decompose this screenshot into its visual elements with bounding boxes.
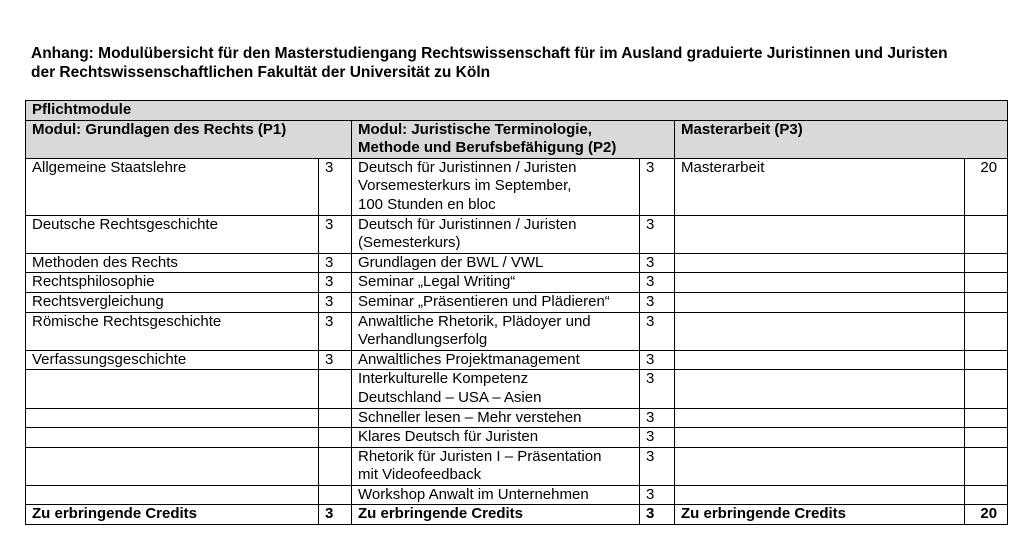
cell-text-line [681,428,958,447]
module-credits-p2: 3 [640,370,675,408]
module-name-p2 [352,253,640,273]
module-row [26,408,1008,428]
module-credits-p3 [965,292,1008,312]
module-name-p3 [675,158,965,215]
credits-total-value-p3: 20 [965,505,1008,525]
module-credits-p3 [965,253,1008,273]
cell-text-line: Modul: Juristische Terminologie, [358,120,592,138]
module-row [26,447,1008,485]
cell-text-line: Seminar „Präsentieren und Plädieren“ [358,292,610,310]
module-name-p1 [26,253,319,273]
cell-text-line: Anwaltliche Rhetorik, Plädoyer und [358,312,591,330]
cell-text-line: Workshop Anwalt im Unternehmen [358,485,589,503]
credits-total-value-p1: 3 [319,505,352,525]
cell-text-line: Modul: Grundlagen des Rechts (P1) [32,120,287,138]
module-credits-p1: 3 [319,273,352,293]
module-name-p1 [26,370,319,408]
module-credits-p1: 3 [319,350,352,370]
module-name-p2 [352,350,640,370]
module-row [26,273,1008,293]
module-credits-p1 [319,447,352,485]
cell-text-line: Vorsemesterkurs im September, [358,177,572,195]
cell-text-line: Methoden des Rechts [32,253,178,271]
module-name-p2 [352,408,640,428]
cell-text-line: Rhetorik für Juristen I – Präsentation [358,447,602,465]
module-credits-p3 [965,215,1008,253]
module-name-p2 [352,158,640,215]
module-name-p2 [352,485,640,505]
module-name-p2 [352,273,640,293]
cell-text-line [32,428,312,447]
module-credits-p3 [965,273,1008,293]
cell-text-line: Rechtsvergleichung [32,292,164,310]
module-credits-p2: 3 [640,292,675,312]
module-row [26,370,1008,408]
module-name-p3 [675,408,965,428]
cell-text-line: Anwaltliches Projektmanagement [358,350,580,368]
module-name-p1 [26,447,319,485]
cell-text-line: Rechtsphilosophie [32,273,155,291]
cell-text-line [681,486,958,505]
module-credits-p2: 3 [640,273,675,293]
module-credits-p2: 3 [640,447,675,485]
cell-text-line [681,254,958,273]
cell-text-line [32,448,312,467]
module-credits-p2: 3 [640,158,675,215]
module-credits-p3: 20 [965,158,1008,215]
module-name-p1 [26,408,319,428]
module-credits-p3 [965,370,1008,408]
module-name-p2 [352,447,640,485]
module-name-p3 [675,370,965,408]
cell-text-line: Verhandlungserfolg [358,331,488,349]
cell-text-line: Schneller lesen – Mehr verstehen [358,408,582,426]
section-title-row [26,101,1008,121]
module-credits-p3 [965,350,1008,370]
credits-total-row [26,505,1008,525]
module-name-p2 [352,312,640,350]
module-name-p2 [352,370,640,408]
module-credits-p1 [319,428,352,448]
column-header-p2 [352,120,675,158]
heading-line-1: Anhang: Modulübersicht für den Masterstudiengang Rechtswissenschaft für im Ausland graduierte Juristinnen und Juristen [31,45,948,62]
cell-text-line: Methode und Berufsbefähigung (P2) [358,139,617,157]
module-credits-p2: 3 [640,408,675,428]
credits-total-label-p3: Zu erbringende Credits [675,505,965,525]
module-row [26,292,1008,312]
module-credits-p1: 3 [319,292,352,312]
cell-text-line [681,448,958,467]
heading-line-2: der Rechtswissenschaftlichen Fakultät der Universität zu Köln [31,64,491,81]
cell-text-line: Allgemeine Staatslehre [32,158,187,176]
cell-text-line [681,293,958,312]
module-credits-p3 [965,485,1008,505]
cell-text-line: (Semesterkurs) [358,234,461,252]
module-credits-p1 [319,370,352,408]
cell-text-line: Klares Deutsch für Juristen [358,428,539,446]
module-name-p3 [675,292,965,312]
cell-text-line [32,370,312,389]
cell-text-line: Deutsch für Juristinnen / Juristen [358,215,577,233]
cell-text-line: mit Videofeedback [358,466,482,484]
credits-total-label-p1: Zu erbringende Credits [26,505,319,525]
module-row [26,253,1008,273]
cell-text-line: Grundlagen der BWL / VWL [358,253,544,271]
module-name-p3 [675,350,965,370]
column-header-p1 [26,120,352,158]
module-credits-p2: 3 [640,215,675,253]
column-header-row [26,120,1008,158]
module-credits-p3 [965,428,1008,448]
module-name-p1 [26,350,319,370]
module-name-p1 [26,312,319,350]
module-name-p3 [675,485,965,505]
cell-text-line: Masterarbeit (P3) [681,120,803,138]
cell-text-line: Deutschland – USA – Asien [358,388,542,406]
cell-text-line: 100 Stunden en bloc [358,195,496,213]
module-credits-p2: 3 [640,485,675,505]
credits-total-label-p2: Zu erbringende Credits [352,505,640,525]
cell-text-line: Seminar „Legal Writing“ [358,273,516,291]
module-name-p2 [352,292,640,312]
cell-text-line [32,486,312,505]
cell-text-line: Interkulturelle Kompetenz [358,370,529,388]
module-credits-p3 [965,408,1008,428]
module-credits-p3 [965,312,1008,350]
module-name-p3 [675,253,965,273]
cell-text-line [32,409,312,428]
module-name-p1 [26,215,319,253]
credits-total-value-p2: 3 [640,505,675,525]
module-credits-p2: 3 [640,312,675,350]
module-credits-p2: 3 [640,428,675,448]
module-name-p1 [26,292,319,312]
module-credits-p1: 3 [319,253,352,273]
cell-text-line: Masterarbeit [681,158,765,176]
module-row [26,158,1008,215]
module-row [26,350,1008,370]
module-overview-table [25,100,1008,525]
module-credits-p3 [965,447,1008,485]
module-credits-p1 [319,485,352,505]
module-credits-p1: 3 [319,312,352,350]
module-credits-p1: 3 [319,215,352,253]
module-name-p3 [675,312,965,350]
module-name-p2 [352,428,640,448]
module-name-p1 [26,428,319,448]
module-name-p3 [675,273,965,293]
document-heading [31,44,1011,82]
cell-text-line: Verfassungsgeschichte [32,350,187,368]
module-credits-p2: 3 [640,253,675,273]
cell-text-line: Römische Rechtsgeschichte [32,312,222,330]
cell-text-line [681,351,958,370]
module-row [26,312,1008,350]
module-credits-p1: 3 [319,158,352,215]
module-name-p3 [675,428,965,448]
cell-text-line [681,370,958,389]
module-row [26,485,1008,505]
module-name-p3 [675,447,965,485]
module-name-p2 [352,215,640,253]
module-row [26,215,1008,253]
section-title: Pflichtmodule [26,101,1008,121]
cell-text-line [681,313,958,332]
module-name-p1 [26,158,319,215]
module-name-p3 [675,215,965,253]
module-credits-p1 [319,408,352,428]
cell-text-line [681,409,958,428]
module-name-p1 [26,273,319,293]
cell-text-line [681,273,958,292]
module-row [26,428,1008,448]
module-credits-p2: 3 [640,350,675,370]
cell-text-line: Deutsch für Juristinnen / Juristen [358,158,577,176]
column-header-p3 [675,120,1008,158]
cell-text-line: Deutsche Rechtsgeschichte [32,215,218,233]
cell-text-line [681,216,958,235]
module-name-p1 [26,485,319,505]
